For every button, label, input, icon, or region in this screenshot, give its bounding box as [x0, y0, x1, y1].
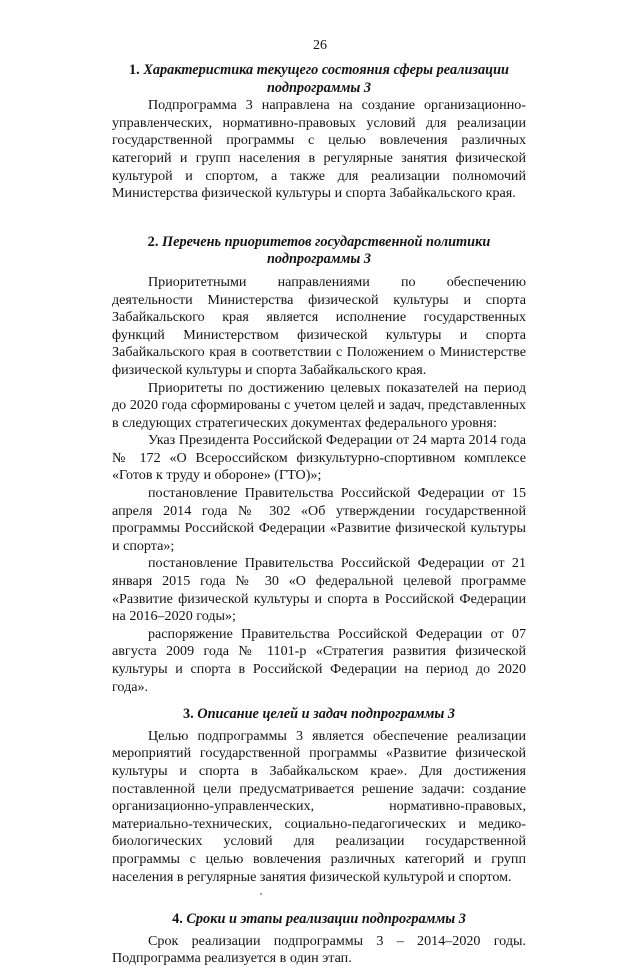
paragraph: Приоритетными направлениями по обеспечению деятельности Министерства физической культуры и спорта Забайкальского края является исполнение государственных функций Министерством физической культуры и спорта Забайкальского края в соответствии с Положением о Министерстве физической культуры и спорта Забайкальского края. [112, 273, 526, 378]
paragraph: распоряжение Правительства Российской Федерации от 07 августа 2009 года № 1101-р «Стратегия развития физической культуры и спорта в Российской Федерации на период до 2020 года». [112, 625, 526, 695]
scan-speck [260, 893, 262, 895]
paragraph: Приоритеты по достижению целевых показателей на период до 2020 года сформированы с учетом целей и задач, представленных в следующих стратегических документах федерального уровня: [112, 379, 526, 431]
section-title: Описание целей и задач подпрограммы 3 [197, 706, 456, 723]
document-body [112, 62, 526, 968]
paragraph: Срок реализации подпрограммы 3 – 2014–2020 годы. Подпрограмма реализуется в один этап. [112, 932, 526, 967]
paragraph: постановление Правительства Российской Федерации от 15 апреля 2014 года № 302 «Об утверждении государственной программы Российской Федерации «Развитие физической культуры и спорта»; [112, 485, 526, 554]
section-4 [112, 911, 526, 968]
section-title: Сроки и этапы реализации подпрограммы 3 [186, 911, 466, 928]
section-title: Характеристика текущего состояния сферы реализации подпрограммы 3 [143, 62, 509, 96]
section-heading [112, 911, 526, 929]
section-number: 4. [172, 911, 183, 928]
section-number: 1. [129, 62, 140, 78]
section-number: 3. [182, 706, 194, 723]
section-title: Перечень приоритетов государственной политики подпрограммы 3 [161, 233, 491, 268]
section-2 [112, 234, 526, 696]
section-heading [112, 706, 526, 724]
page-number: 26 [313, 38, 327, 53]
section-heading [112, 62, 526, 97]
section-3 [112, 706, 526, 886]
paragraph: постановление Правительства Российской Федерации от 21 января 2015 года № 30 «О федеральной целевой программе «Развитие физической культуры и спорта в Российской Федерации на 2016–2020 годы»; [112, 555, 526, 625]
section-1 [112, 62, 526, 203]
paragraph: Указ Президента Российской Федерации от 24 марта 2014 года № 172 «О Всероссийском физкультурно-спортивном комплексе «Готов к труду и обороне» (ГТО)»; [112, 432, 526, 484]
paragraph: Целью подпрограммы 3 является обеспечение реализации мероприятий государственной программы «Развитие физической культуры и спорта в Забайкальском крае». Для достижения поставленной цели предусматривается решение задачи: создание организационно-управленческих, нормативно-правовых, материально-технических, социально-педагогических и медико-биологических условий для реализации государственной программы с целью вовлечения различных категорий и групп населения в регулярные занятия физической культурой и спортом. [112, 727, 526, 885]
paragraph: Подпрограмма 3 направлена на создание организационно-управленческих, нормативно-правовых условий для реализации государственной программы с целью вовлечения различных категорий и групп населения в регулярные занятия физической культурой и спортом, а также для реализации полномочий Министерства физической культуры и спорта Забайкальского края. [112, 97, 526, 202]
section-heading [112, 234, 526, 269]
section-number: 2. [147, 233, 159, 250]
